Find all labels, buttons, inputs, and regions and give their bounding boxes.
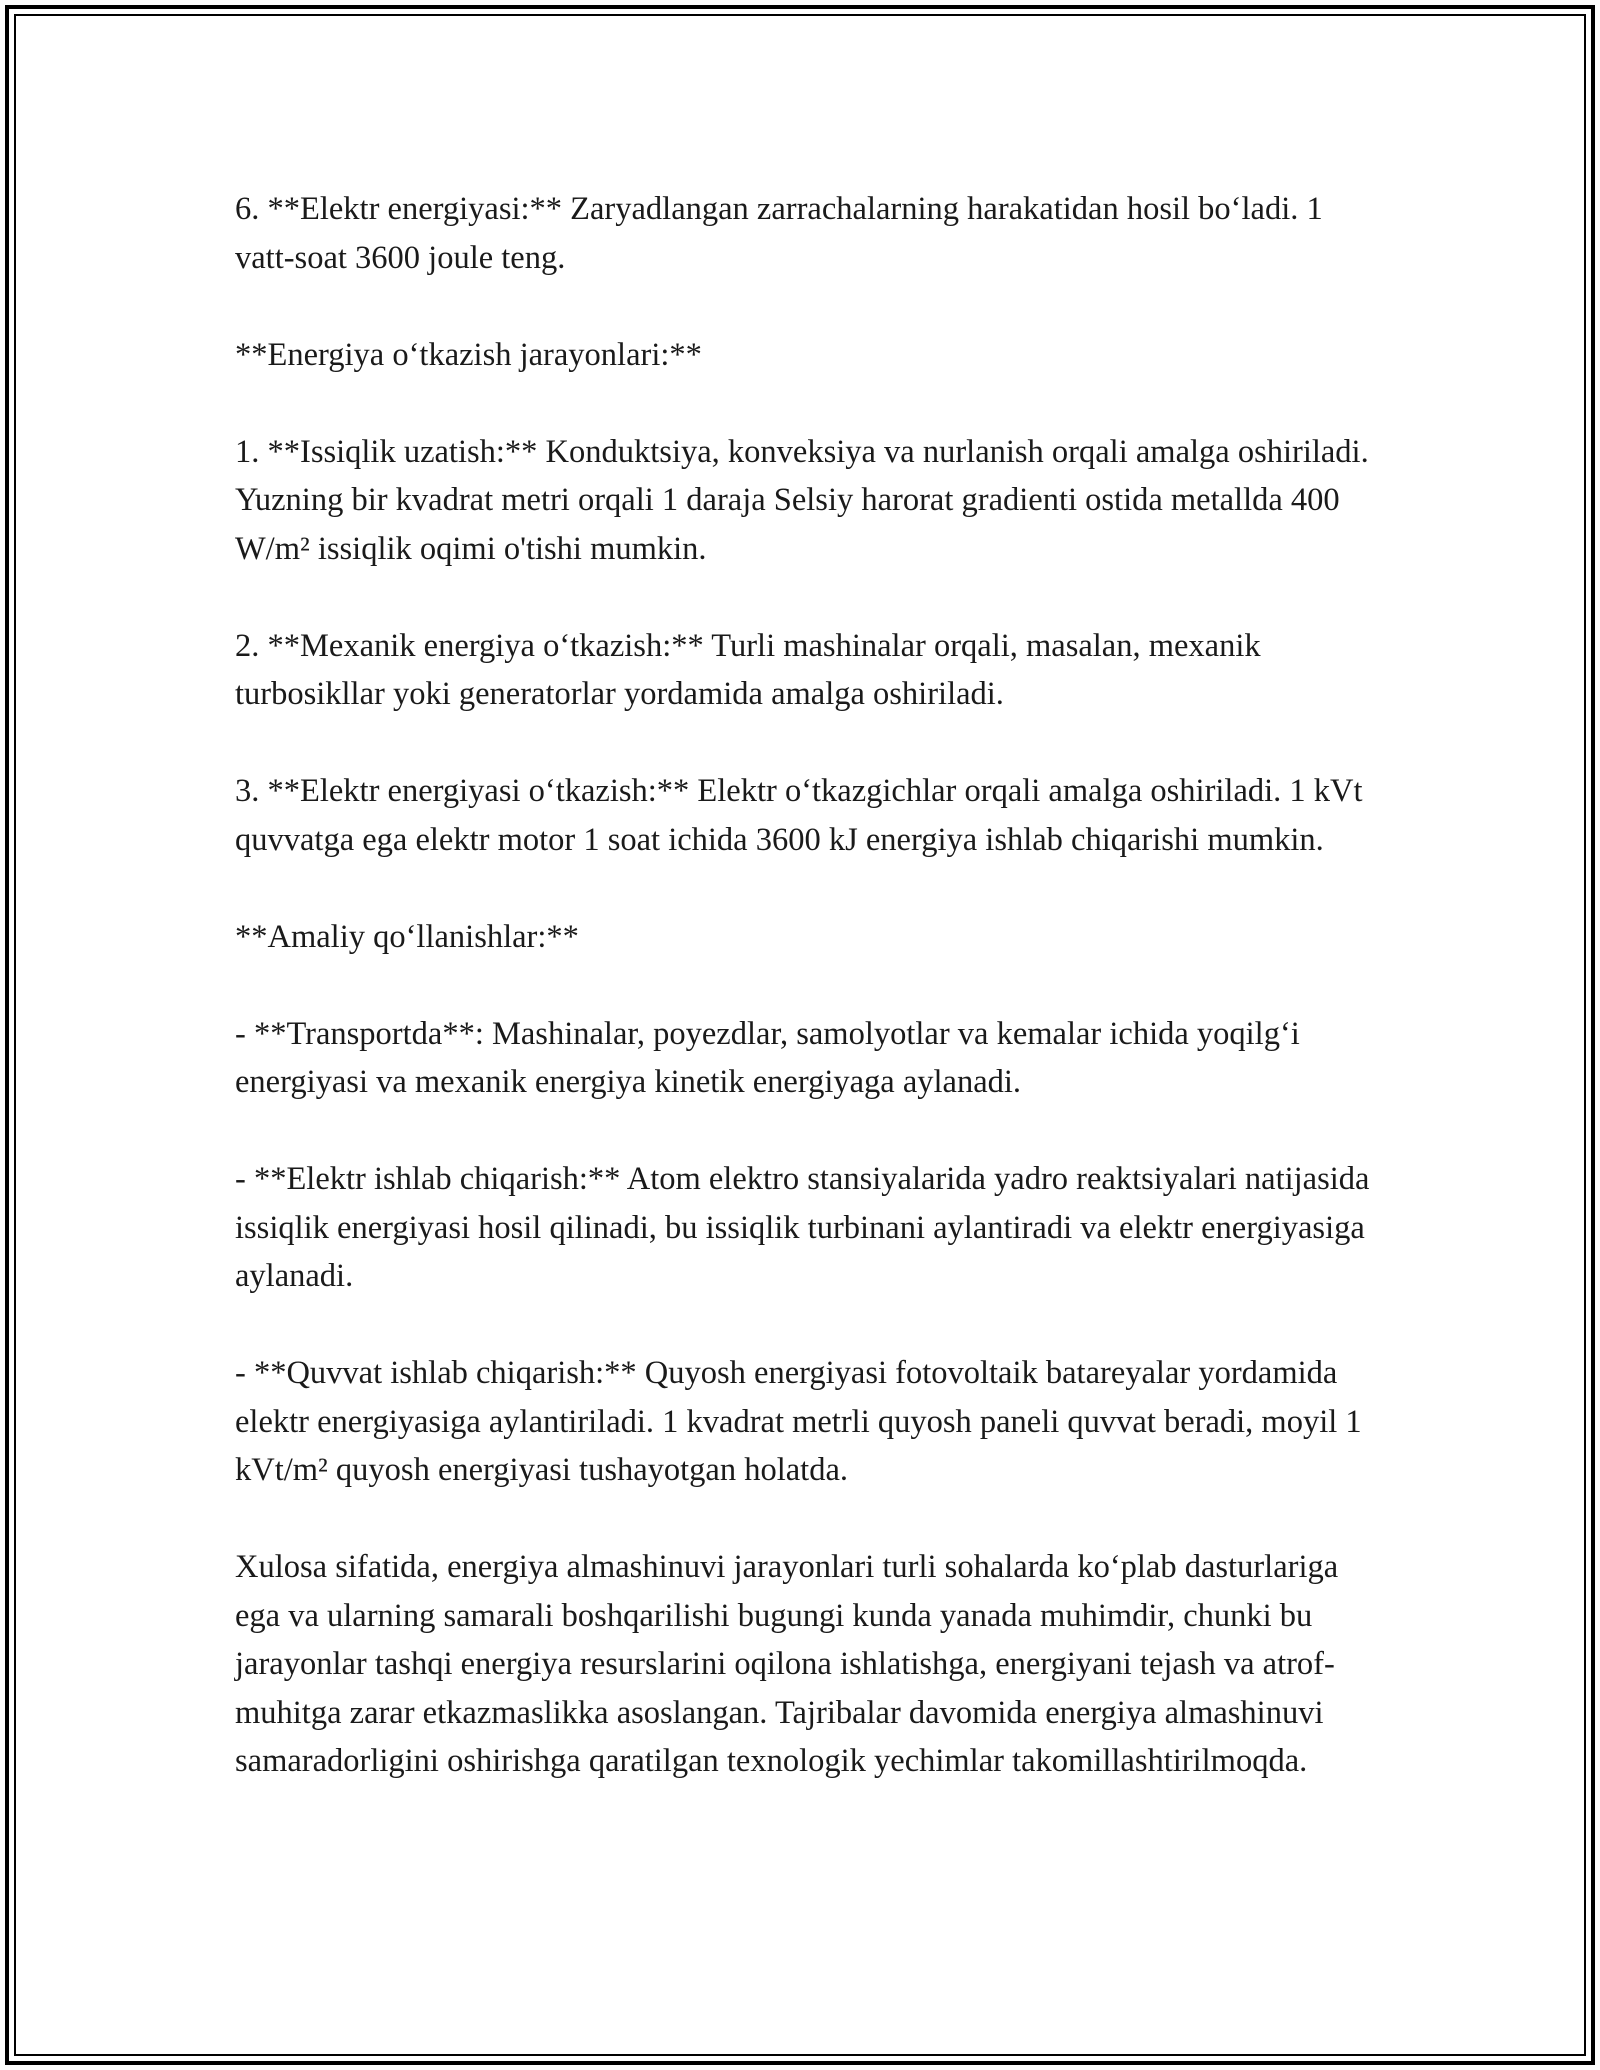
list-item-electricity-production: - **Elektr ishlab chiqarish:** Atom elektro stansiyalarida yadro reaktsiyalari natijasida issiqlik energiyasi hosil qilinadi, bu issiqlik turbinani aylantiradi va elektr energiyasiga aylanadi. <box>235 1161 1370 1294</box>
document-body <box>235 185 1370 1786</box>
list-item-transport: - **Transportda**: Mashinalar, poyezdlar, samolyotlar va kemalar ichida yoqilg‘i energiyasi va mexanik energiya kinetik energiyaga aylanadi. <box>235 1015 1300 1100</box>
heading-practical-applications: **Amaliy qo‘llanishlar:** <box>235 918 579 955</box>
paragraph-electric-energy: 6. **Elektr energiyasi:** Zaryadlangan zarrachalarning harakatidan hosil bo‘ladi. 1 vatt-soat 3600 joule teng. <box>235 191 1323 276</box>
list-item-power-production: - **Quvvat ishlab chiqarish:** Quyosh energiyasi fotovoltaik batareyalar yordamida elektr energiyasiga aylantiriladi. 1 kvadrat metrli quyosh paneli quvvat beradi, moyil 1 kVt/m² quyosh energiyasi tushayotgan holatda. <box>235 1355 1362 1488</box>
paragraph-electric-transfer: 3. **Elektr energiyasi o‘tkazish:** Elektr o‘tkazgichlar orqali amalga oshiriladi. 1 kVt quvvatga ega elektr motor 1 soat ichida 3600 kJ energiya ishlab chiqarishi mumkin. <box>235 773 1363 858</box>
paragraph-heat-transfer: 1. **Issiqlik uzatish:** Konduktsiya, konveksiya va nurlanish orqali amalga oshiriladi. Yuzning bir kvadrat metri orqali 1 daraja Selsiy harorat gradienti ostida metallda 400 W/m² issiqlik oqimi o'tishi mumkin. <box>235 433 1369 567</box>
heading-energy-transfer: **Energiya o‘tkazish jarayonlari:** <box>235 336 702 373</box>
paragraph-conclusion: Xulosa sifatida, energiya almashinuvi jarayonlari turli sohalarda ko‘plab dasturlariga ega va ularning samarali boshqarilishi bugungi kunda yanada muhimdir, chunki bu jarayonlar tashqi energiya resurslarini oqilona ishlatishga, energiyani tejash va atrof-muhitga zarar etkazmaslikka asoslangan. Tajribalar davomida energiya almashinuvi samaradorligini oshirishga qaratilgan texnologik yechimlar takomillashtirilmoqda. <box>235 1549 1339 1779</box>
paragraph-mechanical-transfer: 2. **Mexanik energiya o‘tkazish:** Turli mashinalar orqali, masalan, mexanik turbosikllar yoki generatorlar yordamida amalga oshiriladi. <box>235 627 1261 712</box>
